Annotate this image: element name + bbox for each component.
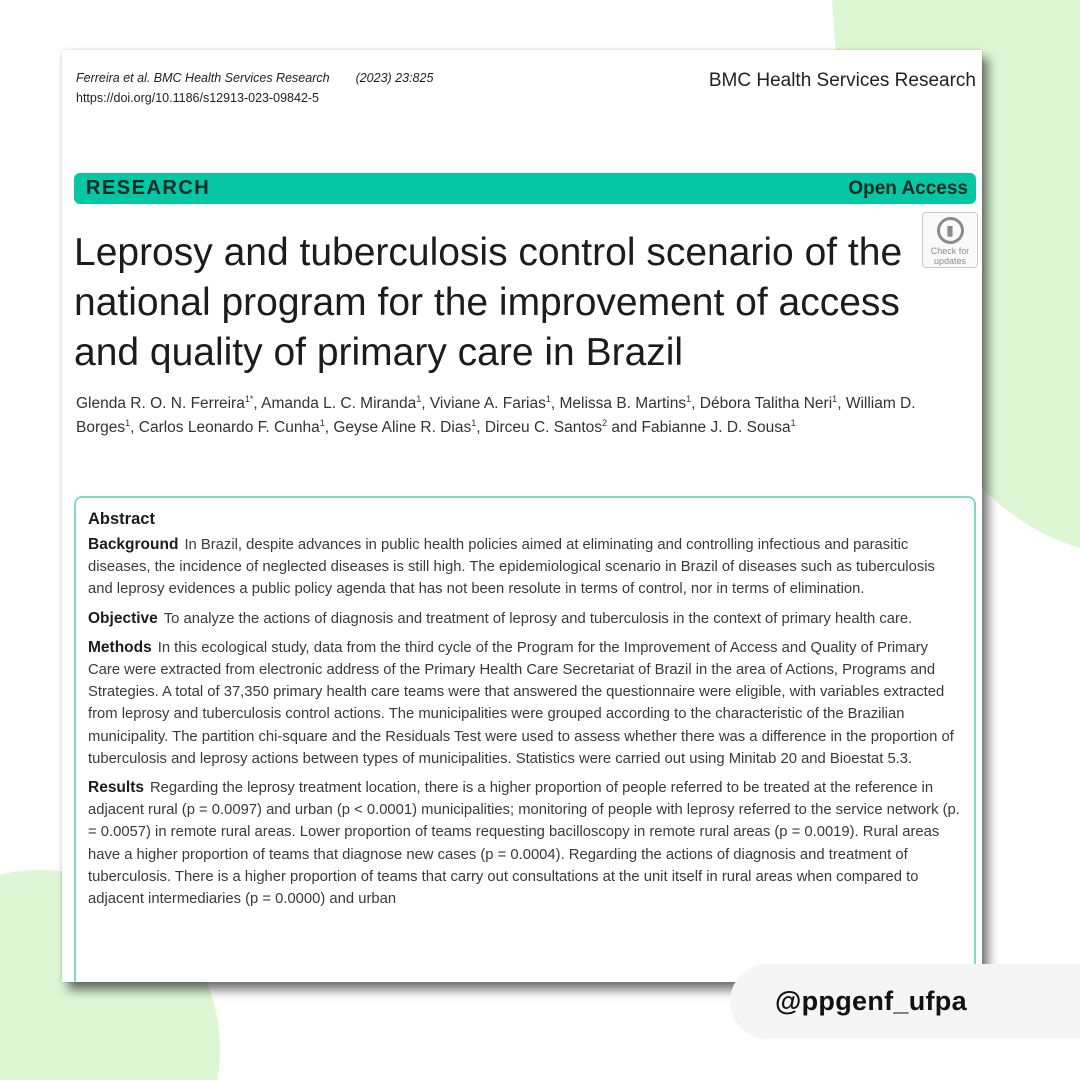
section-label: Methods <box>88 638 152 656</box>
citation-doi[interactable]: https://doi.org/10.1186/s12913-023-09842-5 <box>76 91 320 105</box>
section-label: Background <box>88 536 179 553</box>
author-affiliation: 1 <box>416 393 422 404</box>
author-affiliation: 1 <box>319 417 325 428</box>
article-title: Leprosy and tuberculosis control scenario of the national program for the improvement of access and quality of primary care in Brazil <box>74 231 903 374</box>
author-separator: , <box>130 419 139 436</box>
author-affiliation: 1 <box>545 393 551 404</box>
author-name[interactable]: Carlos Leonardo F. Cunha <box>138 419 320 436</box>
open-access-label: Open Access <box>848 177 968 199</box>
section-label: Results <box>88 779 144 797</box>
abstract-section-objective <box>88 608 962 630</box>
author-name[interactable]: William D. Borges <box>76 395 916 436</box>
author-name[interactable]: Dirceu C. Santos <box>484 419 603 436</box>
abstract-section-methods <box>88 637 962 770</box>
citation-volume: (2023) 23:825 <box>355 71 434 85</box>
author-separator: , <box>324 419 334 436</box>
journal-brand: BMC Health Services Research <box>708 70 976 91</box>
citation <box>76 68 433 108</box>
author-separator: , <box>253 395 262 412</box>
abstract-heading: Abstract <box>88 510 155 528</box>
author-affiliation: 1 <box>125 417 131 428</box>
author-separator: , <box>837 395 846 412</box>
abstract-section-results <box>88 777 962 910</box>
badge-text: Check for updates <box>930 246 970 266</box>
author-separator: and <box>607 419 642 436</box>
author-affiliation: 1 <box>686 393 692 404</box>
author-name[interactable]: Débora Talitha Neri <box>699 395 833 412</box>
author-name[interactable]: Melissa B. Martins <box>559 395 687 412</box>
social-handle-tag <box>730 964 1080 1039</box>
author-affiliation: 2 <box>602 417 608 428</box>
author-affiliation: 1 <box>790 417 796 428</box>
author-affiliation: 1 <box>471 417 477 428</box>
bookmark-icon: ▮ <box>937 217 964 244</box>
author-list <box>76 392 976 440</box>
author-separator: , <box>550 395 560 412</box>
abstract-section-background <box>88 534 962 601</box>
author-name[interactable]: Viviane A. Farias <box>429 395 546 412</box>
author-name[interactable]: Amanda L. C. Miranda <box>261 395 417 412</box>
paper-page <box>62 50 982 982</box>
section-text: In this ecological study, data from the third cycle of the Program for the Improvement of Access and Quality of Primary Care were extracted from electronic address of the Primary Health Care Secretariat of Brazil in the area of Actions, Programs and Strategies. A total of 37,350 primary health care teams were that answered the questionnaire were eligible, with variables extracted from leprosy and tuberculosis control actions. The municipalities were grouped according to the characteristic of the Brazilian municipality. The partition chi-square and the Residuals Test were used to assess whether there was a difference in the proportion of tuberculosis and leprosy actions between types of municipalities. Statistics were carried out using Minitab 20 and Bioestat 5.3. <box>88 639 954 767</box>
article-type-label: RESEARCH <box>86 177 211 199</box>
section-text: Regarding the leprosy treatment location, there is a higher proportion of people referred to be treated at the reference in adjacent rural (p = 0.0097) and urban (p < 0.0001) municipalities; monitoring of people with leprosy referred to the service network (p. = 0.0057) in remote rural areas. Lower proportion of teams requesting bacilloscopy in remote rural areas (p = 0.0019). Rural areas have a higher proportion of teams that diagnose new cases (p = 0.0004). Regarding the actions of diagnosis and treatment of tuberculosis. There is a higher proportion of teams that carry out consultations at the unit itself in rural areas when compared to adjacent intermediaries (p = 0.0000) and urban <box>88 780 960 908</box>
social-handle: @ppgenf_ufpa <box>775 986 967 1016</box>
author-separator: , <box>421 395 430 412</box>
abstract-box <box>74 496 976 982</box>
author-affiliation: 1 <box>832 393 838 404</box>
section-label: Objective <box>88 609 158 627</box>
article-type-banner <box>74 173 976 204</box>
author-separator: , <box>691 395 700 412</box>
author-separator: , <box>476 419 485 436</box>
author-affiliation: 1* <box>244 393 254 404</box>
author-name[interactable]: Fabianne J. D. Sousa <box>641 419 791 436</box>
section-text: In Brazil, despite advances in public health policies aimed at eliminating and controlling infectious and parasitic diseases, the incidence of neglected diseases is still high. The epidemiological scenario in Brazil of diseases such as tuberculosis and leprosy evidences a public policy agenda that has not been resolute in terms of control, nor in terms of elimination. <box>88 537 935 598</box>
citation-journal: Ferreira et al. BMC Health Services Research <box>76 71 330 85</box>
author-name[interactable]: Glenda R. O. N. Ferreira <box>76 395 245 412</box>
author-name[interactable]: Geyse Aline R. Dias <box>333 419 472 436</box>
section-text: To analyze the actions of diagnosis and treatment of leprosy and tuberculosis in the context of primary health care. <box>163 610 913 627</box>
